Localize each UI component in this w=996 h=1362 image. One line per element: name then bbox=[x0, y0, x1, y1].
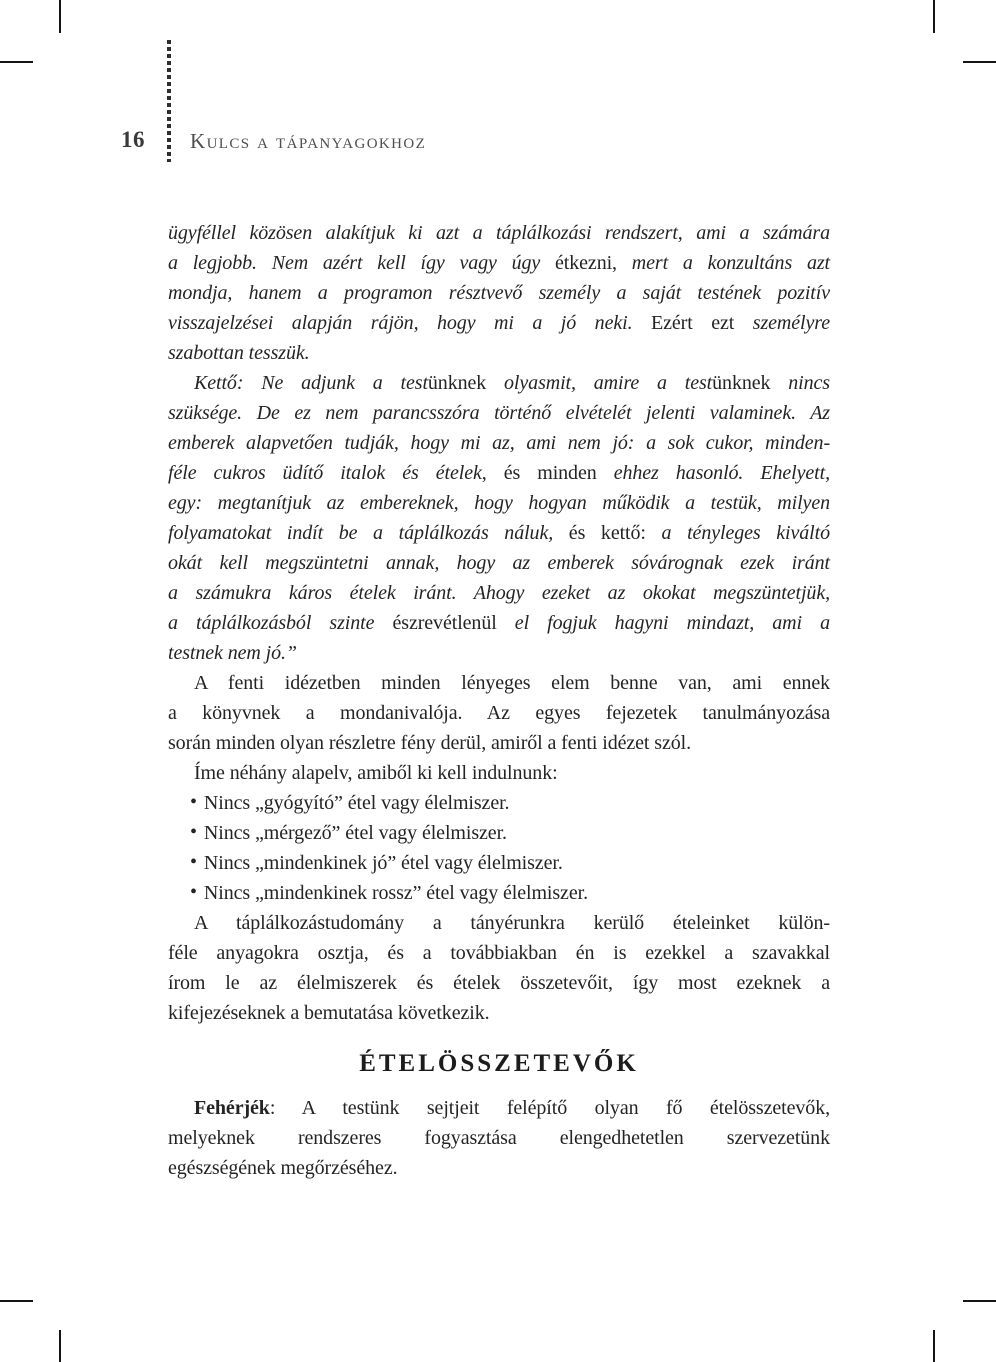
text-line bbox=[168, 278, 830, 308]
text-run: a tényleges kiváltó bbox=[661, 522, 830, 544]
text-line bbox=[168, 1153, 830, 1183]
crop-mark-top-right-horizontal bbox=[963, 61, 996, 63]
text-run: Fehérjék bbox=[194, 1097, 270, 1119]
text-line bbox=[168, 668, 830, 698]
bullet-list-item bbox=[168, 878, 830, 908]
text-line bbox=[168, 938, 830, 968]
text-run: a számukra káros ételek iránt. Ahogy ezeket az okokat megszüntetjük, bbox=[168, 582, 830, 604]
bullet-text: Nincs „mérgező” étel vagy élelmiszer. bbox=[203, 822, 507, 844]
text-run: féle anyagokra osztja, és a továbbiakban én is ezekkel a szavakkal bbox=[168, 942, 830, 964]
text-line bbox=[168, 608, 830, 638]
text-run: Íme néhány alapelv, amiből ki kell indulnunk: bbox=[194, 762, 558, 784]
text-run: nincs bbox=[770, 372, 830, 394]
text-run: mert a konzultáns azt bbox=[616, 252, 830, 274]
text-run: szabottan tesszük. bbox=[168, 342, 310, 364]
text-line bbox=[168, 368, 830, 398]
text-line bbox=[168, 758, 830, 788]
text-run: ünknek bbox=[427, 372, 487, 394]
bullet-icon: • bbox=[190, 851, 197, 873]
crop-mark-top-right-vertical bbox=[933, 0, 935, 33]
crop-mark-bottom-left-vertical bbox=[59, 1330, 61, 1362]
text-block bbox=[168, 218, 830, 1183]
text-line bbox=[168, 1123, 830, 1153]
paragraph bbox=[168, 908, 830, 1028]
text-run: testnek nem jó.” bbox=[168, 642, 297, 664]
text-line bbox=[168, 968, 830, 998]
text-run: a táplálkozásból szinte bbox=[168, 612, 393, 634]
text-run: kifejezéseknek a bemutatása következik. bbox=[168, 1002, 490, 1024]
text-run: emberek alapvetően tudják, hogy mi az, ami nem jó: a sok cukor, minden- bbox=[168, 432, 830, 454]
text-run: írom le az élelmiszerek és ételek összetevőit, így most ezeknek a bbox=[168, 972, 830, 994]
text-run: Ezért ezt bbox=[651, 312, 753, 334]
text-run: , és minden bbox=[481, 462, 614, 484]
text-line bbox=[168, 458, 830, 488]
running-header: Kulcs a tápanyagokhoz bbox=[190, 129, 427, 153]
text-run: Kettő: Ne adjunk a test bbox=[194, 372, 428, 394]
text-line bbox=[168, 698, 830, 728]
crop-mark-top-left-vertical bbox=[59, 0, 61, 33]
text-run: étkezni, bbox=[555, 252, 617, 274]
text-line bbox=[168, 398, 830, 428]
text-run: A fenti idézetben minden lényeges elem benne van, ami ennek bbox=[194, 672, 830, 694]
text-run: féle cukros üdítő italok és ételek bbox=[168, 462, 482, 484]
section-heading: ÉTELÖSSZETEVŐK bbox=[359, 1050, 639, 1077]
text-line bbox=[168, 218, 830, 248]
bullet-text: Nincs „gyógyító” étel vagy élelmiszer. bbox=[203, 792, 510, 814]
text-run: és kettő: bbox=[568, 522, 662, 544]
text-run: szüksége. De ez nem parancsszóra történő elvételét jelenti valaminek. Az bbox=[168, 402, 830, 424]
text-line bbox=[168, 1093, 830, 1123]
text-run: visszajelzései alapján rájön, hogy mi a jó neki. bbox=[168, 312, 652, 334]
text-run: ügyféllel közösen alakítjuk ki azt a táplálkozási rendszert, ami a számára bbox=[168, 222, 830, 244]
text-line bbox=[168, 548, 830, 578]
text-line bbox=[168, 518, 830, 548]
crop-mark-bottom-left-horizontal bbox=[0, 1300, 33, 1302]
paragraph bbox=[168, 368, 830, 668]
paragraph bbox=[168, 218, 830, 368]
text-line bbox=[168, 428, 830, 458]
text-run: el fogjuk hagyni mindazt, ami a bbox=[496, 612, 830, 634]
header-dotted-rule bbox=[167, 40, 171, 162]
bullet-icon: • bbox=[190, 821, 197, 843]
bullet-list-item bbox=[168, 788, 830, 818]
bullet-icon: • bbox=[190, 791, 197, 813]
paragraph bbox=[168, 1093, 830, 1183]
text-line bbox=[168, 338, 830, 368]
bullet-icon: • bbox=[190, 881, 197, 903]
text-line bbox=[168, 908, 830, 938]
text-line bbox=[168, 638, 830, 668]
text-run: személyre bbox=[752, 312, 830, 334]
bullet-text: Nincs „mindenkinek jó” étel vagy élelmiszer. bbox=[203, 852, 563, 874]
paragraph bbox=[168, 668, 830, 758]
crop-mark-bottom-right-vertical bbox=[933, 1330, 935, 1362]
text-run: során minden olyan részletre fény derül, amiről a fenti idézet szól. bbox=[168, 732, 691, 754]
paragraph bbox=[168, 758, 830, 788]
text-run: : A testünk sejtjeit felépítő olyan fő ételösszetevők, bbox=[269, 1097, 830, 1119]
text-line bbox=[168, 998, 830, 1028]
text-run: egészségének megőrzéséhez. bbox=[168, 1157, 398, 1179]
text-run: melyeknek rendszeres fogyasztása elengedhetetlen szervezetünk bbox=[168, 1127, 830, 1149]
text-run: a könyvnek a mondanivalója. Az egyes fejezetek tanulmányozása bbox=[168, 702, 830, 724]
text-run: folyamatokat indít be a táplálkozás náluk, bbox=[168, 522, 569, 544]
text-run: A táplálkozástudomány a tányérunkra kerülő ételeinket külön- bbox=[194, 912, 830, 934]
text-line bbox=[168, 578, 830, 608]
text-run: egy: megtanítjuk az embereknek, hogy hogyan működik a testük, milyen bbox=[168, 492, 830, 514]
text-line bbox=[168, 728, 830, 758]
page-number: 16 bbox=[121, 127, 145, 152]
bullet-list bbox=[168, 788, 830, 908]
crop-mark-bottom-right-horizontal bbox=[963, 1300, 996, 1302]
text-run: észrevétlenül bbox=[392, 612, 497, 634]
text-line bbox=[168, 308, 830, 338]
bullet-list-item bbox=[168, 818, 830, 848]
text-run: ehhez hasonló. Ehelyett, bbox=[613, 462, 830, 484]
text-line bbox=[168, 488, 830, 518]
text-run: okát kell megszüntetni annak, hogy az emberek sóvárognak ezek iránt bbox=[168, 552, 830, 574]
text-run: olyasmit, amire a test bbox=[486, 372, 713, 394]
bullet-list-item bbox=[168, 848, 830, 878]
text-run: mondja, hanem a programon résztvevő személy a saját testének pozitív bbox=[168, 282, 830, 304]
text-line bbox=[168, 248, 830, 278]
bullet-text: Nincs „mindenkinek rossz” étel vagy élelmiszer. bbox=[203, 882, 588, 904]
text-run: a legjobb. Nem azért kell így vagy úgy bbox=[168, 252, 556, 274]
crop-mark-top-left-horizontal bbox=[0, 61, 33, 63]
text-run: ünknek bbox=[712, 372, 771, 394]
